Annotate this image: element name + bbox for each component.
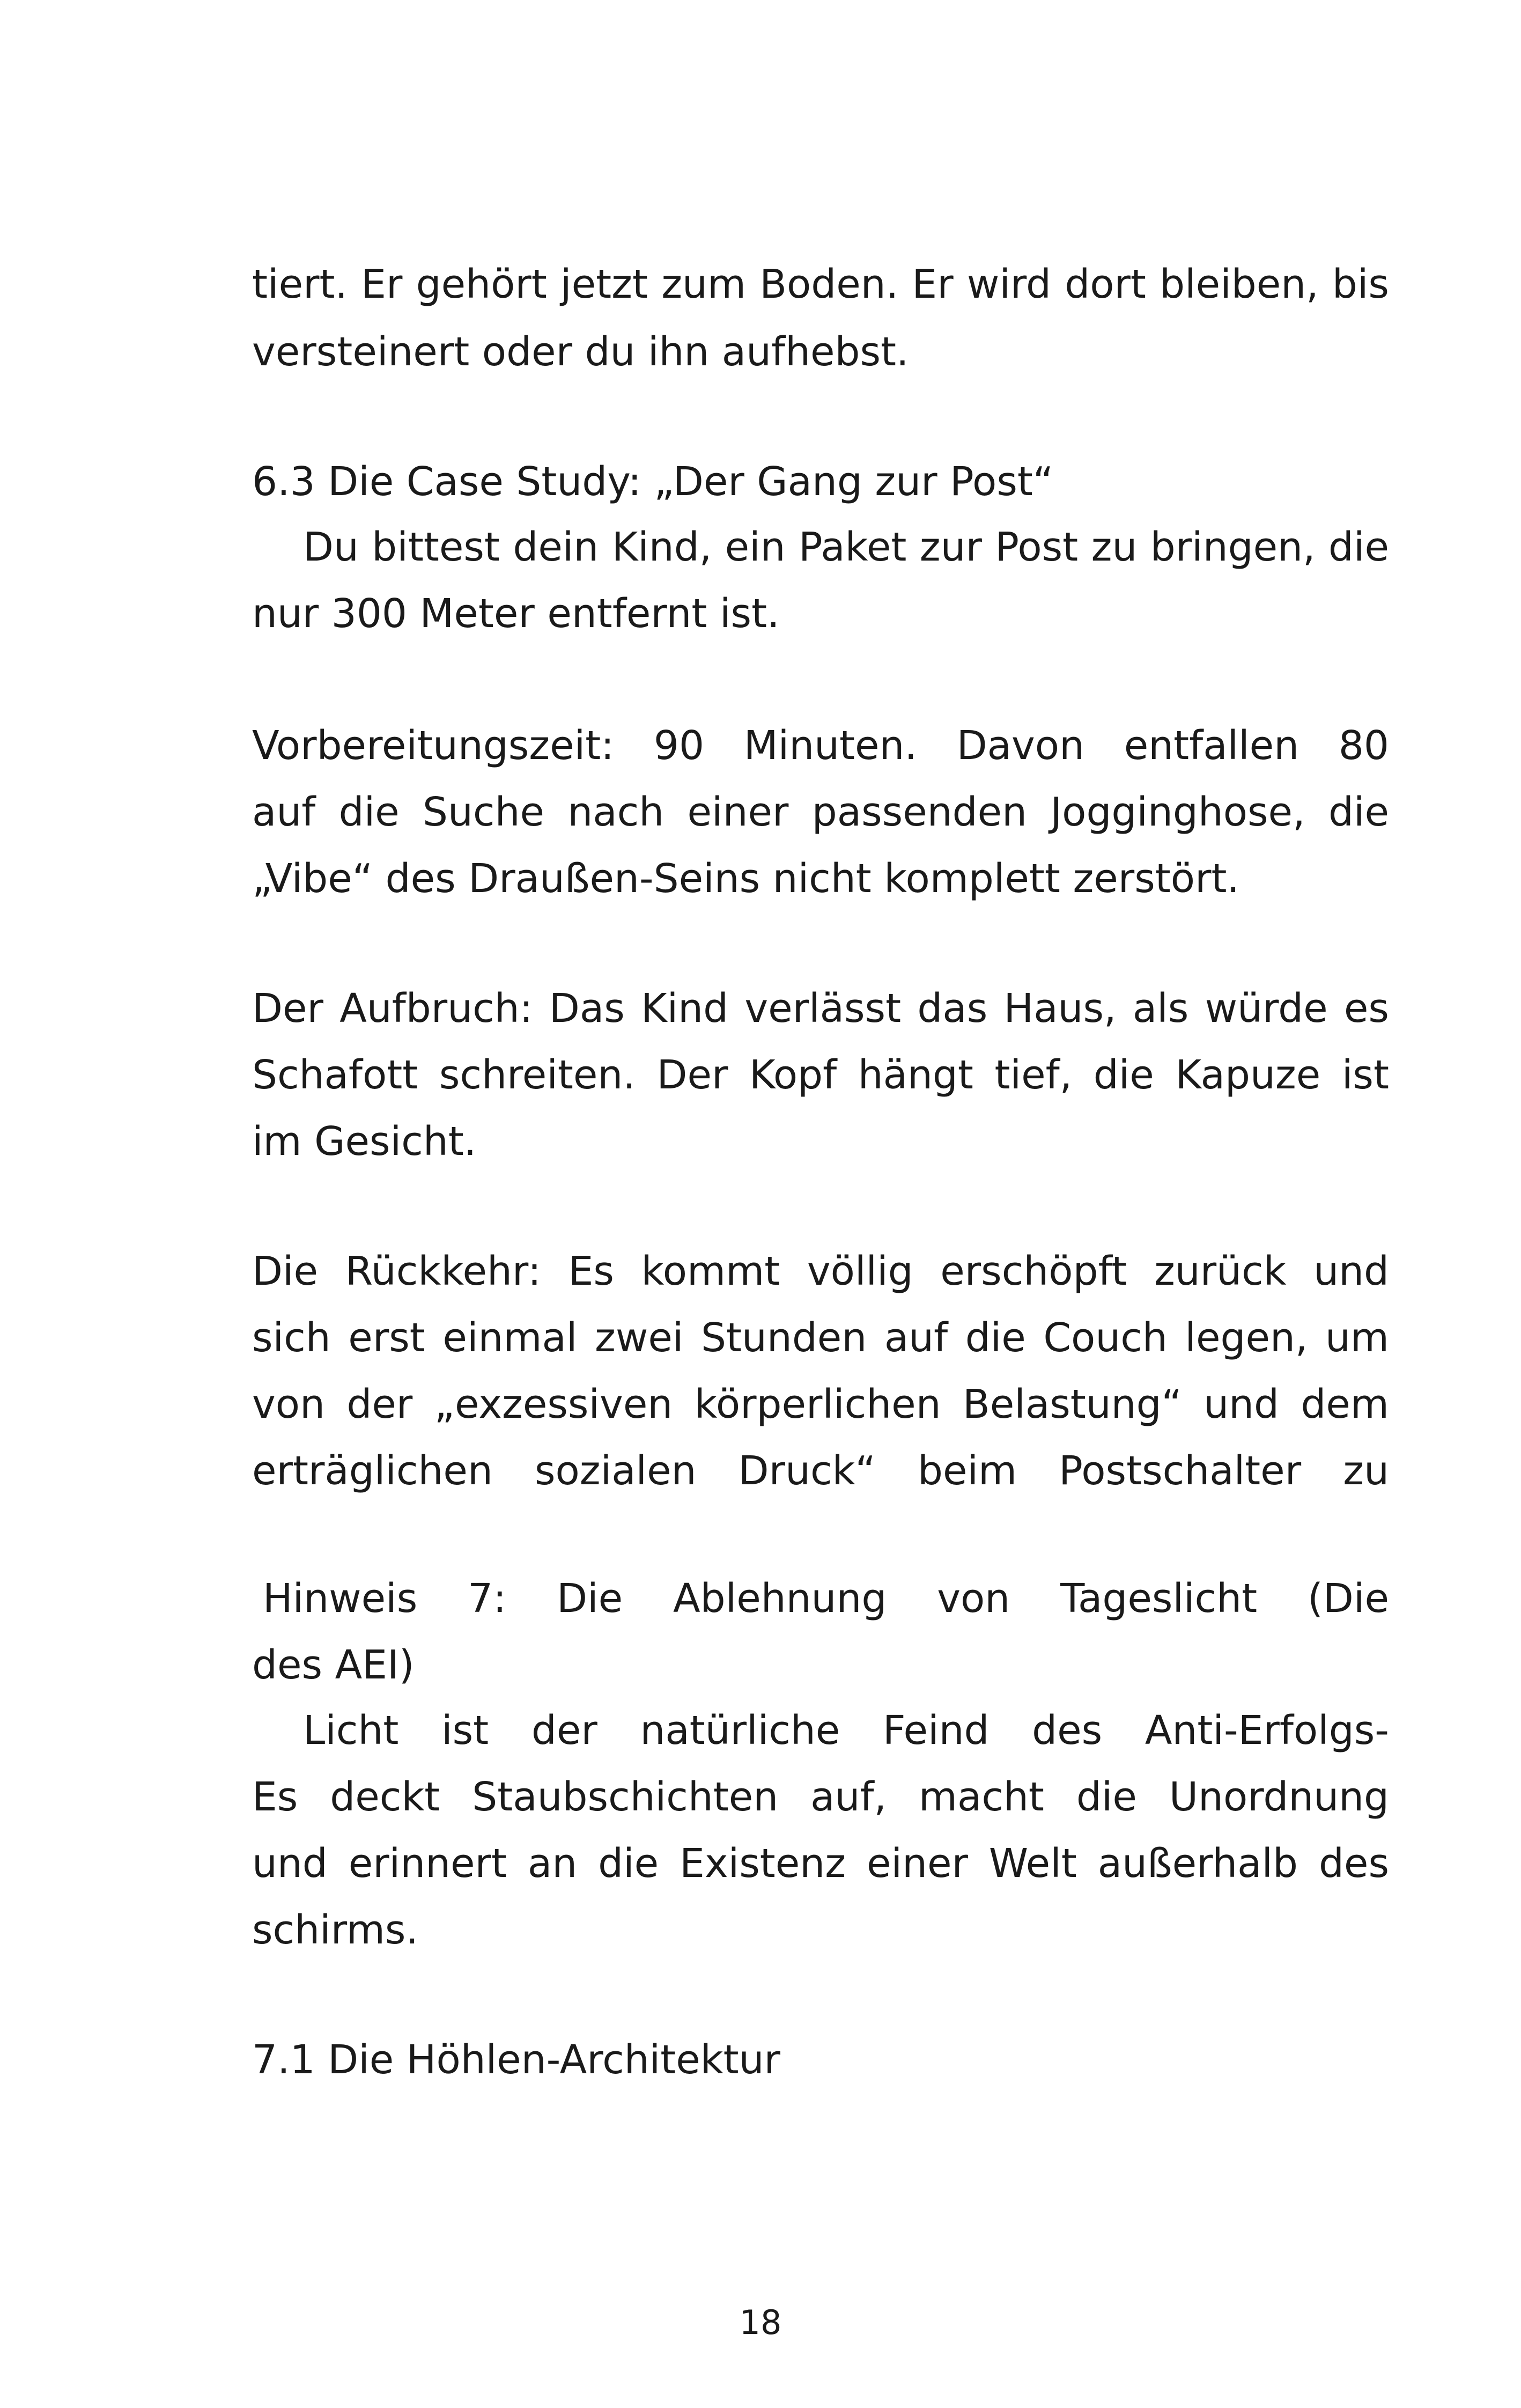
hint-heading: des AEI) <box>252 1642 415 1688</box>
body-line: Die Rückkehr: Es kommt völlig erschöpft zurück und <box>252 1248 1389 1294</box>
body-line: erträglichen sozialen Druck“ beim Postschalter zu <box>252 1448 1389 1494</box>
body-line: sich erst einmal zwei Stunden auf die Couch legen, um <box>252 1315 1389 1361</box>
body-line: Der Aufbruch: Das Kind verlässt das Haus, als würde es <box>252 985 1389 1032</box>
body-line: Vorbereitungszeit: 90 Minuten. Davon entfallen 80 <box>252 723 1389 769</box>
body-line: schirms. <box>252 1907 418 1953</box>
hint-heading: Hinweis 7: Die Ablehnung von Tageslicht (Die <box>263 1575 1389 1622</box>
body-line: auf die Suche nach einer passenden Jogginghose, die <box>252 789 1389 835</box>
body-line: „Vibe“ des Draußen-Seins nicht komplett zerstört. <box>252 856 1240 902</box>
body-line: von der „exzessiven körperlichen Belastung“ und dem <box>252 1381 1389 1427</box>
body-line: tiert. Er gehört jetzt zum Boden. Er wird dort bleiben, bis <box>252 261 1389 307</box>
body-line: im Gesicht. <box>252 1118 477 1165</box>
body-line: und erinnert an die Existenz einer Welt außerhalb des <box>252 1840 1389 1887</box>
body-line: nur 300 Meter entfernt ist. <box>252 591 780 637</box>
body-line: Du bittest dein Kind, ein Paket zur Post zu bringen, die <box>303 524 1389 570</box>
body-line: versteinert oder du ihn aufhebst. <box>252 329 909 375</box>
page-number: 18 <box>739 2303 782 2342</box>
body-line: Schafott schreiten. Der Kopf hängt tief, die Kapuze ist <box>252 1052 1389 1098</box>
body-line: Licht ist der natürliche Feind des Anti-Erfolgs- <box>303 1707 1389 1754</box>
section-heading: 6.3 Die Case Study: „Der Gang zur Post“ <box>252 459 1054 505</box>
body-line: Es deckt Staubschichten auf, macht die Unordnung <box>252 1774 1389 1820</box>
section-heading: 7.1 Die Höhlen-Architektur <box>252 2037 780 2083</box>
